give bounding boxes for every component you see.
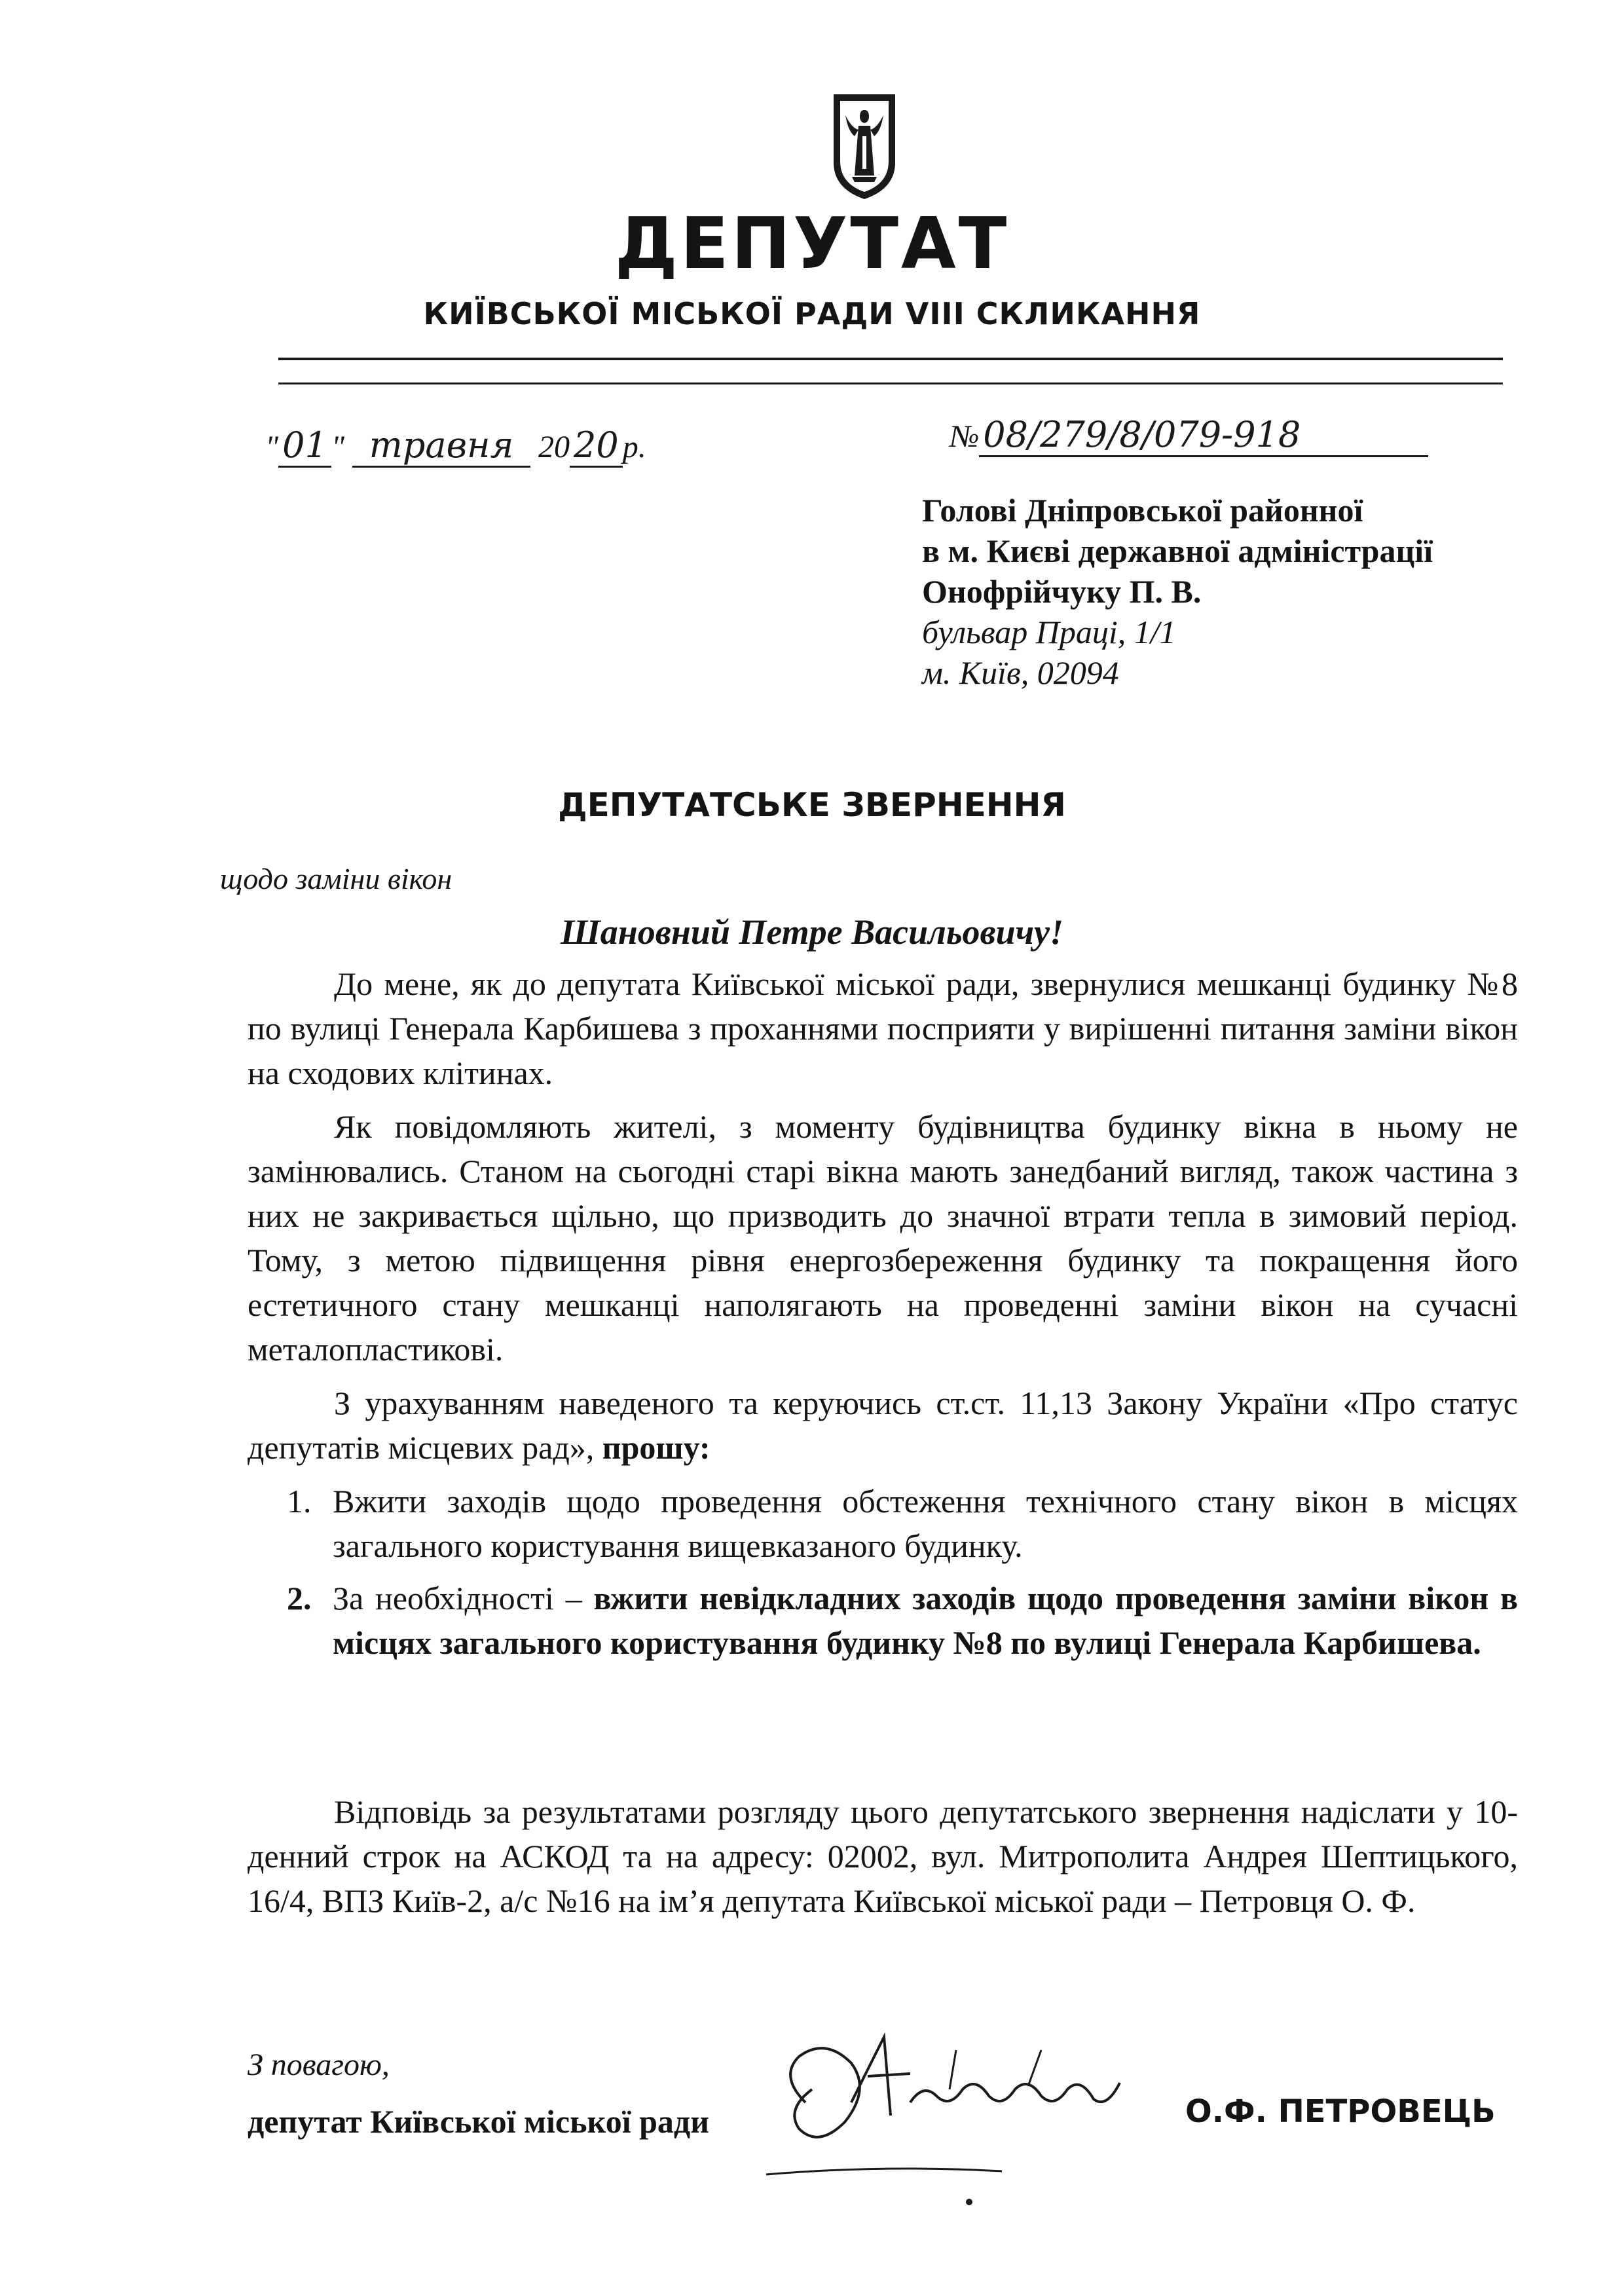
date-year-prefix: 20 bbox=[538, 430, 570, 464]
appeal-heading: ДЕПУТАТСЬКЕ ЗВЕРНЕННЯ bbox=[558, 786, 1066, 824]
date-year-suffix: 20 bbox=[570, 424, 623, 468]
request-item-2-text: За необхідності – bbox=[333, 1580, 594, 1616]
kyiv-coat-of-arms-icon bbox=[828, 90, 900, 202]
request-item-2-number: 2. bbox=[287, 1580, 312, 1616]
request-item-1 bbox=[248, 1479, 1518, 1568]
request-list bbox=[248, 1479, 1518, 1665]
request-item-2-bold: вжити невідкладних заходів щодо проведення заміни вікон в місцях загального користування будинку №8 по вулиці Генерала Карбишева. bbox=[333, 1580, 1518, 1661]
request-item-1-text: Вжити заходів щодо проведення обстеження технічного стану вікон в місцях загального користування вищевказаного будинку. bbox=[333, 1483, 1518, 1564]
body-paragraph-2: Як повідомляють жителі, з моменту будівництва будинку вікна в ньому не замінювались. Станом на сьогодні старі вікна мають занедбаний вигляд, також частина з них не закривається щільно, що призводить до значної втрати тепла в зимовий період. Тому, з метою підвищення рівня енергозбереження будинку та покращення його естетичного стану мешканці наполягають на проведенні заміни вікон на сучасні металопластикові. bbox=[248, 1108, 1518, 1368]
request-intro: З урахуванням наведеного та керуючись ст.ст. 11,13 Закону України «Про статус депутатів місцевих рад», bbox=[248, 1385, 1518, 1466]
addressee-block bbox=[922, 490, 1433, 693]
date-day: 01 bbox=[278, 424, 331, 468]
addressee-line-1: Голові Дніпровської районної bbox=[922, 492, 1363, 529]
addressee-city: м. Київ, 02094 bbox=[922, 654, 1119, 691]
header-divider-top bbox=[278, 358, 1503, 360]
date-open-quote: " bbox=[265, 430, 279, 464]
body-paragraph-3 bbox=[248, 1381, 1518, 1470]
closing-regards: З повагою, bbox=[248, 2047, 390, 2082]
appeal-subject: щодо заміни вікон bbox=[220, 862, 452, 895]
request-keyword: прошу: bbox=[602, 1429, 710, 1466]
signer-position: депутат Київської міської ради bbox=[248, 2103, 710, 2140]
reg-number-value: 08/279/8/079-918 bbox=[979, 414, 1428, 457]
appeal-body bbox=[248, 961, 1518, 1673]
registration-number bbox=[950, 414, 1428, 457]
date-month: травня bbox=[352, 424, 530, 468]
document-date bbox=[265, 424, 646, 468]
header-divider-bottom bbox=[278, 382, 1503, 384]
response-instructions bbox=[248, 1789, 1518, 1932]
body-paragraph-1: До мене, як до депутата Київської міської ради, звернулися мешканці будинку №8 по вулиці Генерала Карбишева з проханнями посприяти у вирішенні питання заміни вікон на сходових клітинах. bbox=[248, 965, 1518, 1091]
body-paragraph-4: Відповідь за результатами розгляду цього депутатського звернення надіслати у 10-денний строк на АСКОД та на адресу: 02002, вул. Митрополита Андрея Шептицького, 16/4, ВПЗ Київ-2, а/с №16 на ім’я депутата Київської міської ради – Петровця О. Ф. bbox=[248, 1793, 1518, 1919]
request-item-1-number: 1. bbox=[287, 1483, 312, 1520]
handwritten-signature bbox=[753, 2011, 1172, 2227]
signer-name: О.Ф. ПЕТРОВЕЦЬ bbox=[1185, 2093, 1496, 2130]
addressee-name: Онофрійчуку П. В. bbox=[922, 573, 1202, 610]
date-year-abbr: р. bbox=[622, 430, 646, 464]
council-subtitle: КИЇВСЬКОЇ МІСЬКОЇ РАДИ VIII СКЛИКАННЯ bbox=[423, 296, 1201, 331]
request-item-2 bbox=[248, 1576, 1518, 1665]
salutation: Шановний Петре Васильовичу! bbox=[560, 912, 1064, 952]
addressee-line-2: в м. Києві державної адміністрації bbox=[922, 532, 1433, 569]
date-close-quote: " bbox=[331, 430, 345, 464]
addressee-street: бульвар Праці, 1/1 bbox=[922, 614, 1176, 650]
document-title: ДЕПУТАТ bbox=[614, 203, 1010, 285]
reg-prefix: № bbox=[950, 419, 980, 454]
